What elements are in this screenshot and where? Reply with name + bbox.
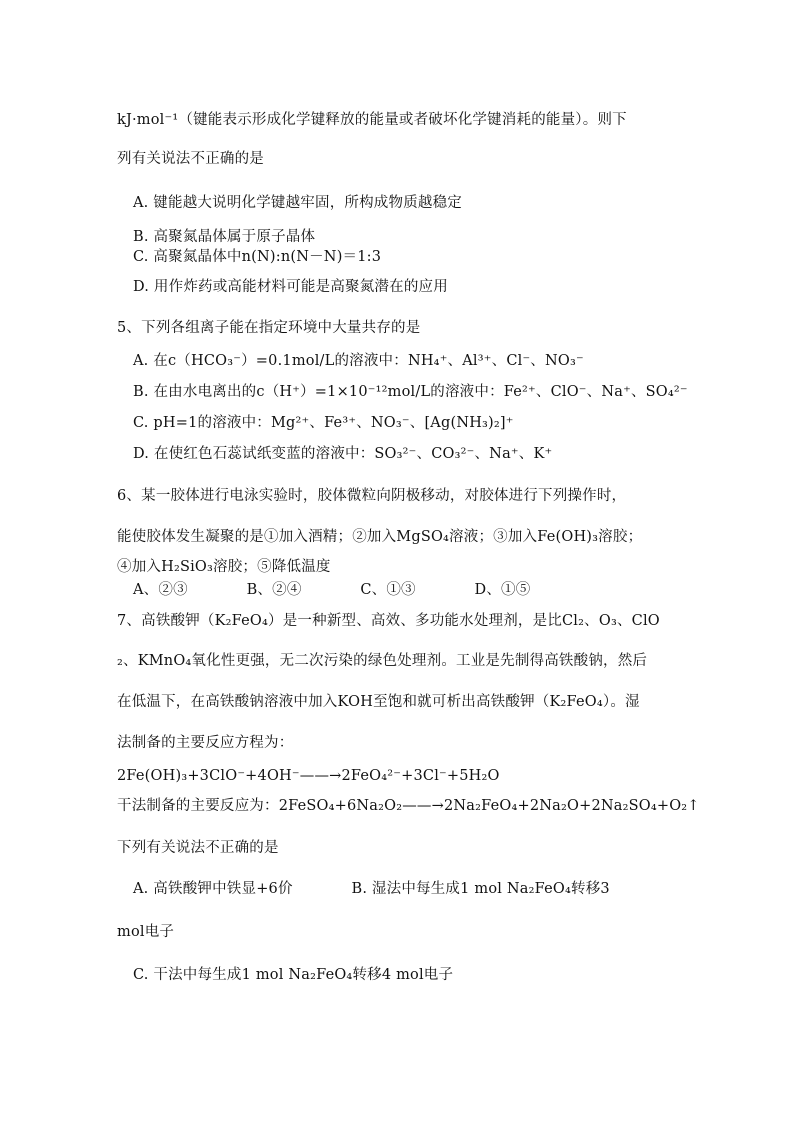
question-line: 能使胶体发生凝聚的是①加入酒精；②加入MgSO₄溶液；③加入Fe(OH)₃溶胶； bbox=[117, 529, 643, 545]
option-line: C. 高聚氮晶体中n(N):n(N－N)＝1:3 bbox=[133, 249, 382, 265]
text-line: kJ·mol⁻¹（键能表示形成化学键释放的能量或者破坏化学键消耗的能量）。则下 bbox=[117, 112, 627, 128]
option-line: B. 在由水电离出的c（H⁺）=1×10⁻¹²mol/L的溶液中：Fe²⁺、ClO⁻、Na⁺、SO₄²⁻ bbox=[133, 384, 688, 400]
option-line: A. 在c（HCO₃⁻）=0.1mol/L的溶液中：NH₄⁺、Al³⁺、Cl⁻、NO₃⁻ bbox=[133, 353, 584, 369]
option-line: C. 干法中每生成1 mol Na₂FeO₄转移4 mol电子 bbox=[133, 967, 454, 983]
option-line: D. 在使红色石蕊试纸变蓝的溶液中：SO₃²⁻、CO₃²⁻、Na⁺、K⁺ bbox=[133, 446, 553, 462]
option-line: B. 高聚氮晶体属于原子晶体 bbox=[133, 229, 316, 245]
option-line: mol电子 bbox=[117, 924, 175, 940]
question-line: 下列有关说法不正确的是 bbox=[117, 840, 279, 856]
question-line: 6、某一胶体进行电泳实验时，胶体微粒向阴极移动，对胶体进行下列操作时， bbox=[117, 488, 627, 504]
question-line: 法制备的主要反应方程为： bbox=[117, 735, 294, 751]
equation-line: 2Fe(OH)₃+3ClO⁻+4OH⁻——→2FeO₄²⁻+3Cl⁻+5H₂O bbox=[117, 768, 500, 784]
question-line: ₂、KMnO₄氧化性更强，无二次污染的绿色处理剂。工业是先制得高铁酸钠，然后 bbox=[117, 653, 648, 669]
option-line: C. pH=1的溶液中：Mg²⁺、Fe³⁺、NO₃⁻、[Ag(NH₃)₂]⁺ bbox=[133, 415, 514, 431]
question-line: ④加入H₂SiO₃溶胶；⑤降低温度 bbox=[117, 559, 331, 575]
question-line: 7、高铁酸钾（K₂FeO₄）是一种新型、高效、多功能水处理剂，是比Cl₂、O₃、ClO bbox=[117, 613, 660, 629]
option-line: A. 高铁酸钾中铁显+6价 B. 湿法中每生成1 mol Na₂FeO₄转移3 bbox=[133, 881, 610, 897]
question-line: 5、下列各组离子能在指定环境中大量共存的是 bbox=[117, 320, 421, 336]
text-line: 列有关说法不正确的是 bbox=[117, 151, 264, 167]
equation-line: 干法制备的主要反应为：2FeSO₄+6Na₂O₂——→2Na₂FeO₄+2Na₂O+2Na₂SO₄+O₂↑ bbox=[117, 798, 700, 814]
option-line: D. 用作炸药或高能材料可能是高聚氮潜在的应用 bbox=[133, 279, 448, 295]
question-line: 在低温下，在高铁酸钠溶液中加入KOH至饱和就可析出高铁酸钾（K₂FeO₄）。湿 bbox=[117, 694, 640, 710]
option-line: A. 键能越大说明化学键越牢固，所构成物质越稳定 bbox=[133, 195, 462, 211]
option-line: A、②③ B、②④ C、①③ D、①⑤ bbox=[133, 582, 531, 598]
